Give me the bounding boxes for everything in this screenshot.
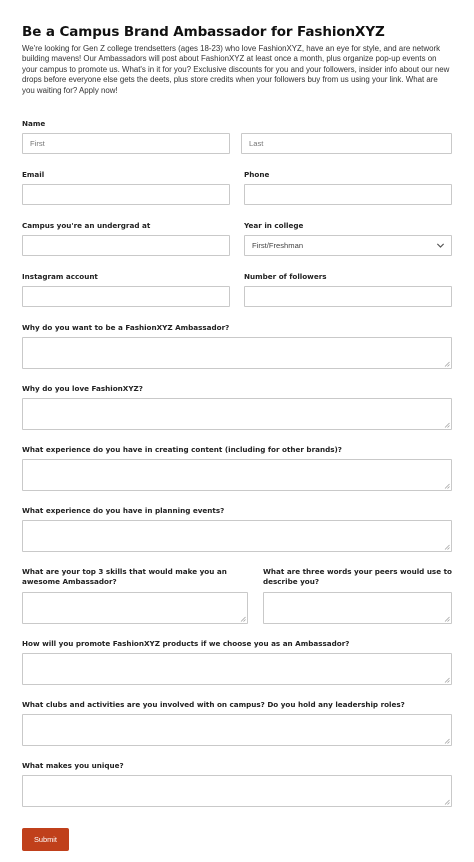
peer-words-textarea[interactable] [263, 592, 452, 624]
submit-button[interactable]: Submit [22, 828, 69, 851]
year-select[interactable] [244, 235, 452, 256]
campus-input[interactable] [22, 235, 230, 256]
clubs-textarea[interactable] [22, 714, 452, 746]
page-title: Be a Campus Brand Ambassador for FashionXYZ [22, 24, 385, 40]
unique-label: What makes you unique? [22, 761, 124, 770]
why-love-label: Why do you love FashionXYZ? [22, 384, 143, 393]
resize-grip-icon[interactable] [444, 799, 450, 805]
why-ambassador-label: Why do you want to be a FashionXYZ Ambassador? [22, 323, 230, 332]
resize-grip-icon[interactable] [444, 483, 450, 489]
content-experience-label: What experience do you have in creating content (including for other brands)? [22, 445, 342, 454]
instagram-label: Instagram account [22, 272, 98, 281]
last-name-input[interactable] [241, 133, 452, 154]
skills-label: What are your top 3 skills that would make you an awesome Ambassador? [22, 567, 227, 586]
year-select-value: First/Freshman [252, 241, 304, 250]
peer-words-label: What are three words your peers would use to describe you? [263, 567, 452, 586]
instagram-input[interactable] [22, 286, 230, 307]
email-label: Email [22, 170, 45, 179]
clubs-label: What clubs and activities are you involved with on campus? Do you hold any leadership roles? [22, 700, 405, 709]
resize-grip-icon[interactable] [444, 422, 450, 428]
name-label: Name [22, 119, 46, 128]
why-ambassador-textarea[interactable] [22, 337, 452, 369]
resize-grip-icon[interactable] [444, 738, 450, 744]
resize-grip-icon[interactable] [444, 677, 450, 683]
intro-text: We're looking for Gen Z college trendsetters (ages 18-23) who love FashionXYZ, have an eye for style, and are network building mavens! Our Ambassadors will post about FashionXYZ at least once a month, plus organize pop-up events on your campus to promote us. What's in it for you? Exclusive discounts for you and your followers, insider info about our new drops before everyone else gets the deets, plus store credits when your followers buy from us using your link. What are you waiting for? Apply now! [22, 44, 450, 95]
event-experience-label: What experience do you have in planning events? [22, 506, 225, 515]
phone-field[interactable] [244, 184, 452, 205]
year-label: Year in college [244, 221, 304, 230]
resize-grip-icon[interactable] [240, 616, 246, 622]
phone-label: Phone [244, 170, 270, 179]
followers-input[interactable] [244, 286, 452, 307]
email-field[interactable] [22, 184, 230, 205]
why-love-textarea[interactable] [22, 398, 452, 430]
content-experience-textarea[interactable] [22, 459, 452, 491]
unique-textarea[interactable] [22, 775, 452, 807]
chevron-down-icon [436, 241, 445, 250]
resize-grip-icon[interactable] [444, 361, 450, 367]
event-experience-textarea[interactable] [22, 520, 452, 552]
promote-label: How will you promote FashionXYZ products if we choose you as an Ambassador? [22, 639, 350, 648]
first-name-input[interactable] [22, 133, 230, 154]
campus-label: Campus you're an undergrad at [22, 221, 151, 230]
promote-textarea[interactable] [22, 653, 452, 685]
skills-textarea[interactable] [22, 592, 248, 624]
resize-grip-icon[interactable] [444, 616, 450, 622]
resize-grip-icon[interactable] [444, 544, 450, 550]
followers-label: Number of followers [244, 272, 327, 281]
